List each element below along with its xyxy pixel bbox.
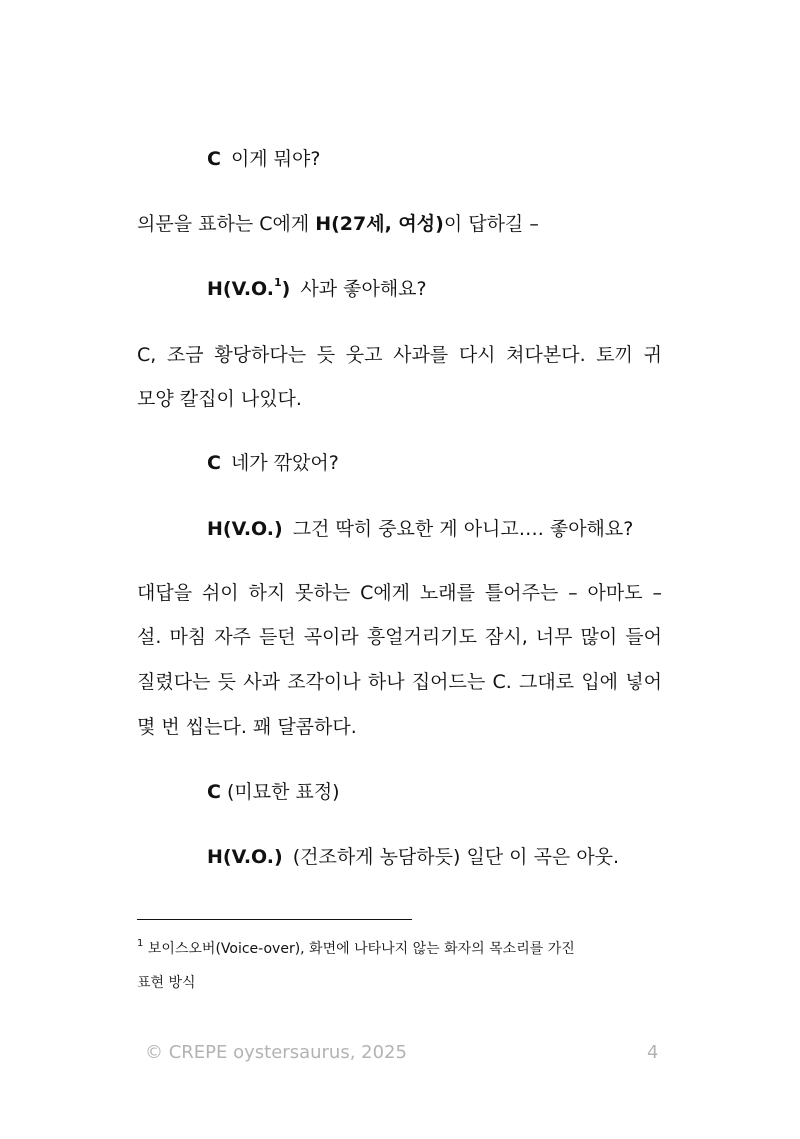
- narration-line: 대답을 쉬이 하지 못하는 C에게 노래를 틀어주는 – 아마도 –: [137, 582, 662, 604]
- narration-text: 의문을 표하는 C에게: [137, 213, 316, 235]
- dialogue-line: [207, 780, 340, 804]
- narration-line: 모양 칼집이 나있다.: [137, 388, 302, 410]
- character-intro: H(27세, 여성): [315, 213, 444, 235]
- footnote: [137, 940, 575, 958]
- speaker-name: C: [207, 148, 221, 170]
- speaker-name-close: ): [281, 278, 291, 300]
- footnote-text: 보이스오버(Voice-over), 화면에 나타나지 않는 화자의 목소리를 가진: [147, 941, 575, 957]
- dialogue-line: [207, 517, 633, 541]
- copyright-footer: © CREPE oystersaurus, 2025: [145, 1042, 407, 1063]
- speaker-name: H(V.O.): [207, 846, 283, 868]
- dialogue-text: (미묘한 표정): [226, 781, 340, 803]
- narration-line: 몇 번 씹는다. 꽤 달콤하다.: [137, 716, 357, 738]
- page-number: 4: [647, 1042, 659, 1063]
- dialogue-text: 이게 뭐야?: [230, 148, 321, 170]
- narration-line: 설. 마침 자주 듣던 곡이라 흥얼거리기도 잠시, 너무 많이 들어: [137, 626, 662, 648]
- narration-text: 이 답하길 –: [443, 213, 539, 235]
- narration-line: 질렸다는 듯 사과 조각이나 하나 집어드는 C. 그대로 입에 넣어: [137, 671, 662, 693]
- dialogue-text: (건조하게 농담하듯) 일단 이 곡은 아웃.: [292, 846, 620, 868]
- footnote-continuation: 표현 방식: [137, 975, 196, 991]
- speaker-name: H(V.O.: [207, 278, 275, 300]
- speaker-name: H(V.O.): [207, 518, 283, 540]
- speaker-name: C: [207, 452, 221, 474]
- footnote-divider: [137, 919, 412, 920]
- footnote-reference[interactable]: 1: [274, 276, 282, 289]
- dialogue-text: 네가 깎았어?: [230, 452, 339, 474]
- dialogue-line: [207, 147, 321, 171]
- dialogue-text: 사과 좋아해요?: [300, 278, 427, 300]
- dialogue-line: [207, 845, 619, 869]
- narration-line: [137, 212, 539, 236]
- dialogue-line: [207, 277, 427, 301]
- speaker-name: C: [207, 781, 221, 803]
- dialogue-line: [207, 451, 339, 475]
- dialogue-text: 그건 딱히 중요한 게 아니고…. 좋아해요?: [292, 518, 634, 540]
- footnote-number: 1: [137, 938, 144, 949]
- narration-line: C, 조금 황당하다는 듯 웃고 사과를 다시 쳐다본다. 토끼 귀: [137, 344, 662, 366]
